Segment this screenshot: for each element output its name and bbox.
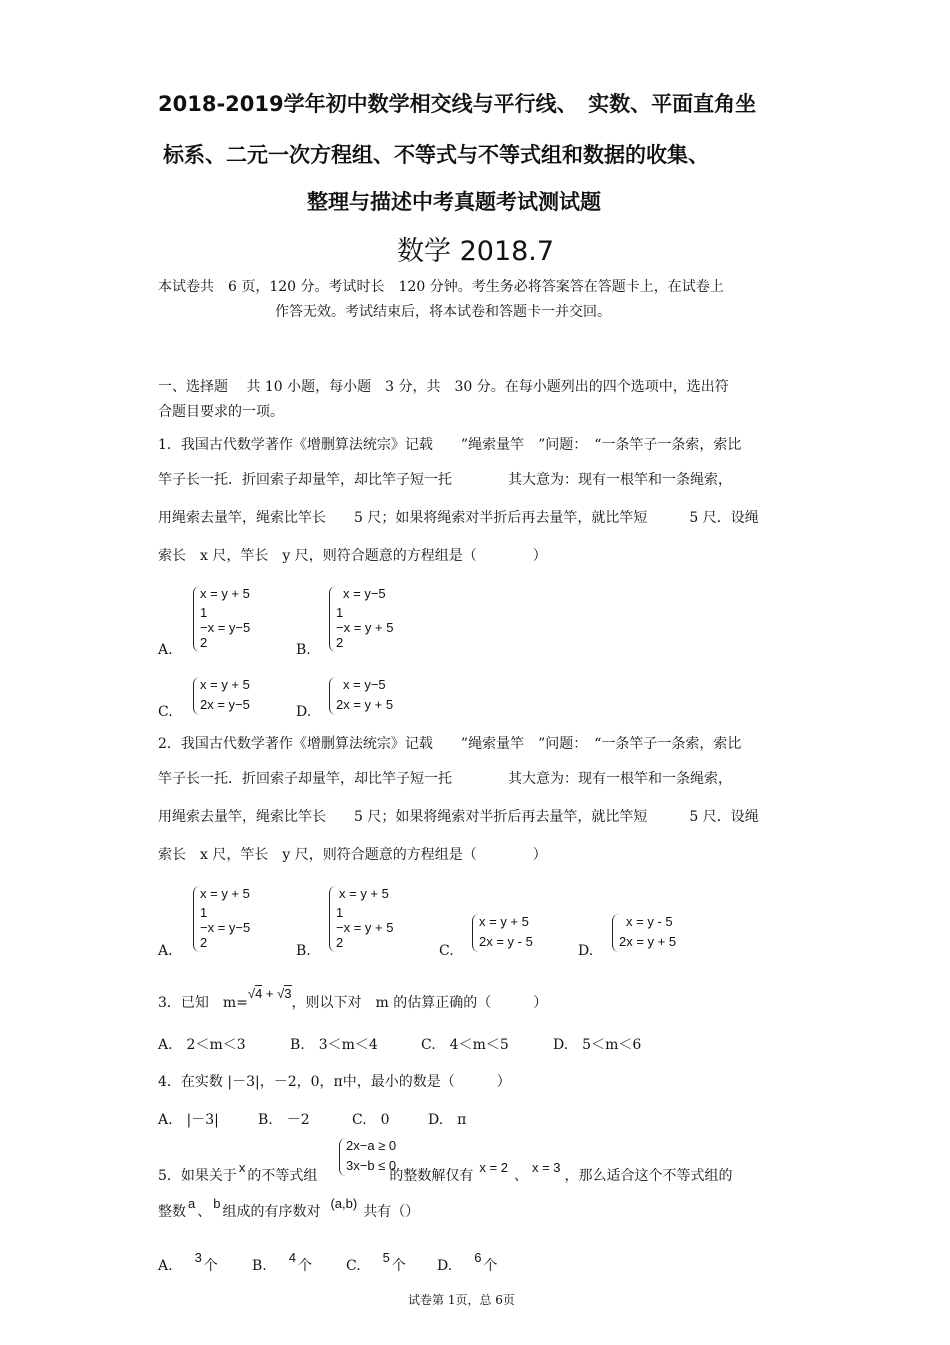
option-unit: 个 xyxy=(297,1258,312,1274)
title-line-3: 整理与描述中考真题考试测试题 xyxy=(307,190,601,214)
fraction-denominator: 2 xyxy=(336,935,344,950)
q3-option-b[interactable]: B. 3＜m＜4 xyxy=(290,1037,378,1053)
q3-option-d[interactable]: D. 5＜m＜6 xyxy=(553,1037,642,1053)
option-value: 5 xyxy=(382,1250,390,1265)
brace-icon xyxy=(329,886,336,952)
q4-option-c[interactable]: C. 0 xyxy=(352,1112,390,1128)
q1-option-d-system xyxy=(329,677,409,717)
q2-stem-line-1: 2．我国古代数学著作《增删算法统宗》记载 ”绳索量竿 ”问题： “一条竿子一条索，索比 xyxy=(158,736,742,752)
q2-option-d-system xyxy=(612,914,692,954)
notice-line-2: 作答无效。考试结束后，将本试卷和答题卡一并交回。 xyxy=(275,304,611,320)
equation: x = y−5 xyxy=(343,677,386,692)
q3-sqrt-expression xyxy=(248,986,292,1001)
separator: 、 xyxy=(513,1168,528,1184)
page-footer: 试卷第 1页，总 6页 xyxy=(408,1293,515,1307)
brace-icon xyxy=(612,914,619,952)
separator: 、 xyxy=(197,1204,212,1220)
fraction-numerator: 1 xyxy=(200,605,208,620)
q1-stem-line-3: 用绳索去量竿，绳索比竿长 5 尺；如果将绳索对半折后再去量竿，就比竿短 5 尺．设绳 xyxy=(158,510,759,526)
equation: 2x = y - 5 xyxy=(479,934,533,949)
sqrt-icon: √ xyxy=(247,986,256,1001)
q4-option-d[interactable]: D. π xyxy=(428,1112,467,1128)
q5-text: 的整数解仅有 xyxy=(389,1168,474,1184)
inequality: 3x−b ≤ 0 xyxy=(346,1158,397,1173)
q3-stem xyxy=(158,986,548,1012)
fraction-numerator: 1 xyxy=(200,905,208,920)
section-heading: 一、选择题 共 10 小题，每小题 3 分，共 30 分。在每小题列出的四个选项中，选出符 xyxy=(158,379,729,395)
subject-heading: 数学 2018.7 xyxy=(397,236,555,267)
equation: 2x = y−5 xyxy=(200,697,250,712)
q1-option-a-label[interactable]: A. xyxy=(158,642,173,658)
option-label: C. xyxy=(346,1258,361,1274)
radicand: 3 xyxy=(284,986,292,1001)
option-value: 3 xyxy=(194,1250,202,1265)
solution-2: x = 3 xyxy=(531,1160,561,1175)
option-unit: 个 xyxy=(483,1258,498,1274)
q5-text: ，那么适合这个不等式组的 xyxy=(564,1168,733,1184)
q5-text: 组成的有序数对 xyxy=(222,1204,321,1220)
plus-sign: + xyxy=(262,986,278,1001)
option-value: 4 xyxy=(288,1250,296,1265)
section-heading-cont: 合题目要求的一项。 xyxy=(158,404,284,420)
q5-text: 共有（） xyxy=(363,1204,420,1220)
equation: −x = y + 5 xyxy=(336,920,394,935)
q2-option-b-label[interactable]: B. xyxy=(296,943,311,959)
brace-icon xyxy=(193,886,200,952)
brace-icon xyxy=(329,586,336,652)
equation: −x = y−5 xyxy=(200,620,251,635)
q5-inequality-system xyxy=(339,1138,414,1178)
var-b: b xyxy=(213,1196,221,1211)
solution-1: x = 2 xyxy=(479,1160,508,1175)
equation: x = y + 5 xyxy=(200,677,250,692)
inequality: 2x−a ≥ 0 xyxy=(346,1138,397,1153)
q2-stem-line-2: 竿子长一托．折回索子却量竿，却比竿子短一托 其大意为：现有一根竿和一条绳索， xyxy=(158,771,732,787)
q1-stem-line-1: 1．我国古代数学著作《增删算法统宗》记载 ”绳索量竿 ”问题： “一条竿子一条索，索比 xyxy=(158,437,742,453)
q3-stem-suffix: ，则以下对 m 的估算正确的（ ） xyxy=(291,995,548,1011)
var-a: a xyxy=(188,1196,196,1211)
title-line-1: 2018-2019学年初中数学相交线与平行线、 实数、平面直角坐 xyxy=(158,92,757,116)
brace-icon xyxy=(193,677,200,715)
q1-stem-line-4: 索长 x 尺，竿长 y 尺，则符合题意的方程组是（ ） xyxy=(158,548,547,564)
q2-option-a-system xyxy=(193,886,273,954)
brace-icon xyxy=(329,677,336,715)
option-label: D. xyxy=(437,1258,453,1274)
brace-icon xyxy=(339,1138,346,1176)
q1-stem-line-2: 竿子长一托．折回索子却量竿，却比竿子短一托 其大意为：现有一根竿和一条绳索， xyxy=(158,472,732,488)
sqrt-icon: √ xyxy=(277,986,285,1001)
fraction-numerator: 1 xyxy=(336,905,344,920)
q5-option-a[interactable] xyxy=(158,1250,218,1275)
q5-stem-line-2 xyxy=(158,1196,420,1221)
q5-option-c[interactable] xyxy=(346,1250,406,1275)
fraction-denominator: 2 xyxy=(200,635,208,650)
q4-option-a[interactable]: A. |－3| xyxy=(158,1112,219,1128)
q5-prefix: 5．如果关于 xyxy=(158,1168,237,1184)
equation: 2x = y + 5 xyxy=(619,934,677,949)
q3-option-c[interactable]: C. 4＜m＜5 xyxy=(421,1037,509,1053)
q4-stem: 4．在实数 |－3|，－2，0，π中，最小的数是（ ） xyxy=(158,1074,511,1090)
equation: x = y - 5 xyxy=(626,914,673,929)
equation: x = y−5 xyxy=(343,586,386,601)
q2-option-a-label[interactable]: A. xyxy=(158,943,173,959)
q2-option-c-system xyxy=(472,914,552,954)
q5-text: 整数 xyxy=(158,1204,186,1220)
q5-text: 的不等式组 xyxy=(247,1168,318,1184)
q2-option-b-system xyxy=(329,886,409,954)
q1-option-d-label[interactable]: D. xyxy=(296,704,312,720)
equation: −x = y−5 xyxy=(200,920,251,935)
fraction-denominator: 2 xyxy=(200,935,208,950)
equation: x = y + 5 xyxy=(339,886,389,901)
option-label: A. xyxy=(158,1258,173,1274)
q2-option-d-label[interactable]: D. xyxy=(578,943,594,959)
q5-stem-line-1 xyxy=(158,1160,733,1185)
q5-option-b[interactable] xyxy=(252,1250,312,1275)
q2-stem-line-3: 用绳索去量竿，绳索比竿长 5 尺；如果将绳索对半折后再去量竿，就比竿短 5 尺．设绳 xyxy=(158,809,759,825)
radicand: 4 xyxy=(255,986,263,1001)
fraction-denominator: 2 xyxy=(336,635,344,650)
option-label: B. xyxy=(252,1258,267,1274)
q1-option-b-label[interactable]: B. xyxy=(296,642,311,658)
brace-icon xyxy=(193,586,200,652)
q3-stem-prefix: 3．已知 m= xyxy=(158,995,248,1011)
q3-option-a[interactable]: A. 2＜m＜3 xyxy=(158,1037,246,1053)
equation: −x = y + 5 xyxy=(336,620,394,635)
q1-option-a-system xyxy=(193,586,273,654)
notice-line-1: 本试卷共 6 页，120 分。考试时长 120 分钟。考生务必将答案答在答题卡上，在试卷上 xyxy=(158,279,724,295)
q2-stem-line-4: 索长 x 尺，竿长 y 尺，则符合题意的方程组是（ ） xyxy=(158,847,547,863)
fraction-numerator: 1 xyxy=(336,605,344,620)
q5-option-d[interactable] xyxy=(437,1250,498,1275)
ordered-pair: (a,b) xyxy=(330,1196,358,1211)
q2-option-c-label[interactable]: C. xyxy=(439,943,454,959)
q1-option-c-label[interactable]: C. xyxy=(158,704,173,720)
q1-option-b-system xyxy=(329,586,409,654)
title-line-2: 标系、二元一次方程组、不等式与不等式组和数据的收集、 xyxy=(163,143,709,167)
equation: x = y + 5 xyxy=(200,586,250,601)
q4-option-b[interactable]: B. －2 xyxy=(258,1112,310,1128)
brace-icon xyxy=(472,914,479,952)
option-unit: 个 xyxy=(203,1258,218,1274)
equation: 2x = y + 5 xyxy=(336,697,394,712)
var-x: x xyxy=(238,1160,246,1175)
option-unit: 个 xyxy=(391,1258,406,1274)
equation: x = y + 5 xyxy=(200,886,250,901)
q1-option-c-system xyxy=(193,677,273,717)
equation: x = y + 5 xyxy=(479,914,529,929)
option-value: 6 xyxy=(474,1250,482,1265)
